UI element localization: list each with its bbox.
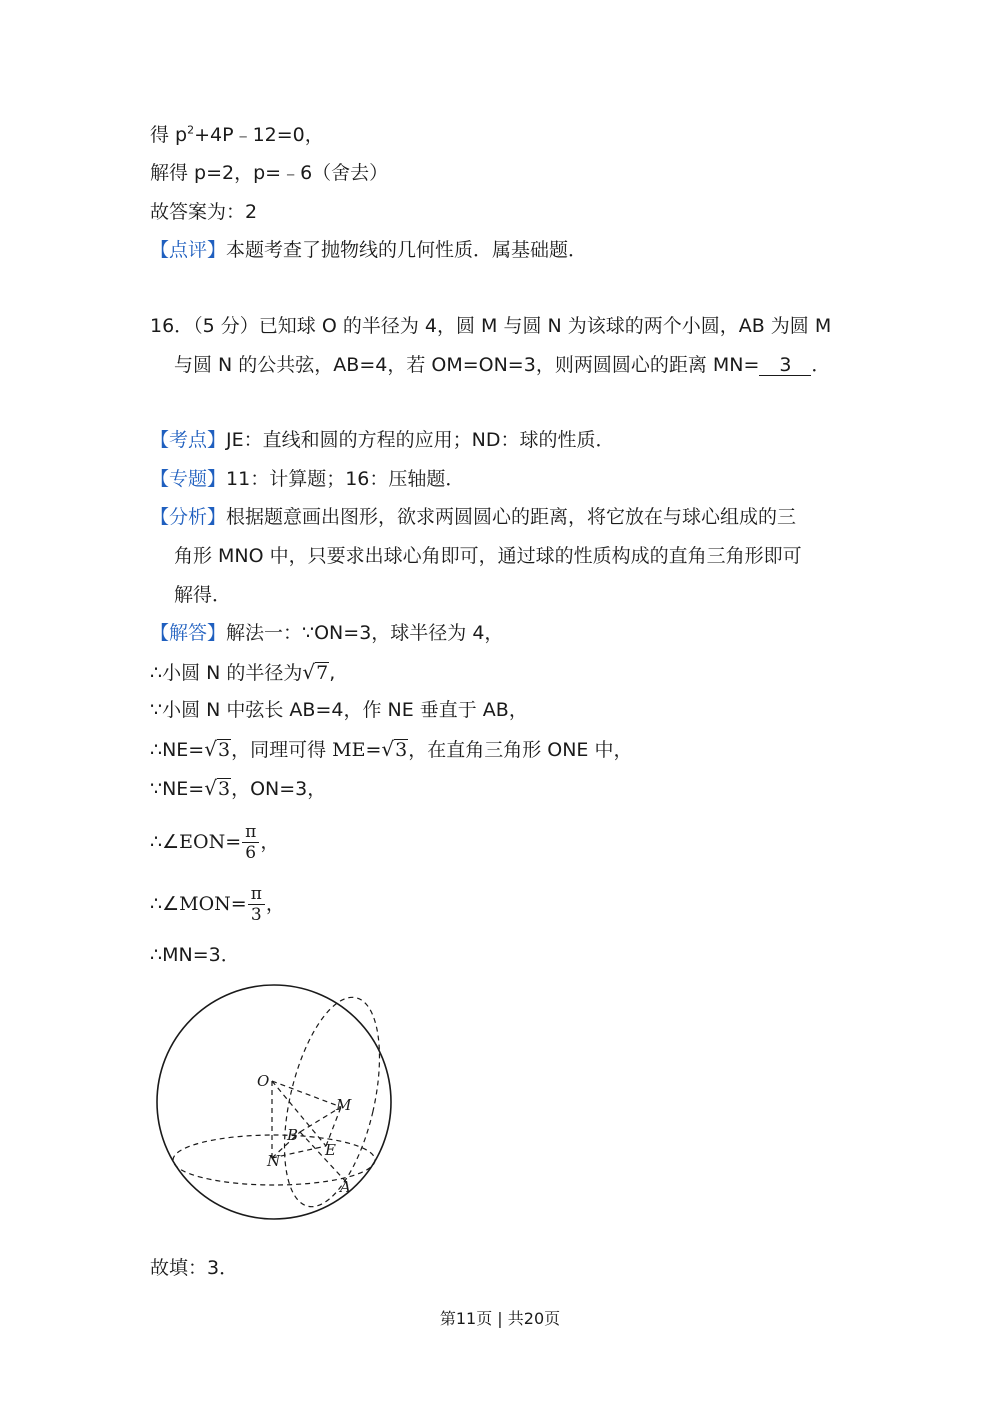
fraction-pi-3-num: π: [250, 884, 262, 904]
fenxi-line-3: 解得．: [174, 584, 232, 606]
sqrt-7: √7: [302, 660, 329, 684]
fraction-pi-6: [242, 822, 259, 863]
fenxi-tag: 【分析】: [150, 506, 227, 528]
sqrt-3-c-value: 3: [217, 778, 231, 800]
problem-line-1: 16．（5 分）已知球 O 的半径为 4，圆 M 与圆 N 为该球的两个小圆，AB 为圆 M: [150, 315, 832, 337]
step-ne-on-b: ，ON=3，: [231, 778, 327, 800]
step-angle-mon: [150, 882, 285, 926]
label-o: O: [257, 1072, 270, 1090]
sqrt-3-b: √3: [381, 737, 408, 761]
line-equation: [150, 122, 324, 148]
sqrt-3-b-value: 3: [395, 739, 408, 761]
step-chord: ∵小圆 N 中弦长 AB=4，作 NE 垂直于 AB，: [150, 699, 528, 721]
fraction-pi-6-num: π: [245, 822, 257, 842]
problem-line-2: [174, 352, 830, 378]
problem-line-2-text: 与圆 N 的公共弦，AB=4，若 OM=ON=3，则两圆圆心的距离 MN=: [174, 354, 760, 376]
segment-om: [272, 1081, 341, 1107]
label-m: M: [336, 1096, 352, 1114]
sphere-figure: [150, 980, 400, 1225]
step-angle-mon-name: MON=: [179, 893, 247, 915]
step-ne-on-a: ∵NE=: [150, 778, 205, 800]
label-a: A: [340, 1178, 351, 1196]
line-comment: [150, 237, 587, 263]
step-ne-me: ME=: [332, 739, 382, 761]
sqrt-7-value: 7: [316, 662, 329, 684]
page-footer: 第11页 | 共20页: [439, 1309, 561, 1328]
kaodian-text: JE：直线和圆的方程的应用；ND：球的性质．: [226, 429, 615, 451]
label-e: E: [325, 1141, 336, 1159]
jieda-text: 解法一：∵ON=3，球半径为 4，: [226, 622, 504, 644]
step-angle-eon-a: ∴∠: [150, 831, 180, 853]
fenxi-line-2: 角形 MNO 中，只要求出球心角即可，通过球的性质构成的直角三角形即可: [174, 545, 802, 567]
comment-text: 本题考查了抛物线的几何性质．属基础题．: [226, 239, 588, 261]
line-solve: 解得 p=2，p=﹣6（舍去）: [150, 162, 389, 184]
step-radius: [150, 659, 335, 686]
step-angle-eon-name: EON=: [179, 831, 242, 853]
sphere-outline: [157, 985, 391, 1219]
step-angle-mon-a: ∴∠: [150, 893, 180, 915]
step-ne: [150, 736, 632, 763]
sqrt-3-c: √3: [204, 776, 231, 800]
step-radius-text: ∴小圆 N 的半径为: [150, 662, 303, 684]
problem-line-2-end: ．: [811, 354, 831, 376]
eq-prefix: 得 p: [150, 124, 188, 146]
step-ne-b: ，同理可得: [231, 739, 333, 761]
eq-suffix: +4P﹣12=0，: [194, 124, 324, 146]
step-ne-c: ，在直角三角形 ONE 中，: [408, 739, 633, 761]
zhuanti-line: [150, 466, 464, 492]
sqrt-3-a: √3: [204, 737, 231, 761]
small-circle-m: [267, 988, 397, 1215]
step-angle-mon-end: ，: [265, 893, 285, 915]
fraction-pi-3-den: 3: [248, 904, 265, 925]
jieda-line: [150, 620, 503, 646]
line-answer: 故答案为：2: [150, 201, 258, 223]
fenxi-text-1: 根据题意画出图形，欲求两圆圆心的距离，将它放在与球心组成的三: [226, 506, 797, 528]
fenxi-line-1: [150, 504, 796, 530]
kaodian-line: [150, 427, 614, 453]
fraction-pi-6-den: 6: [242, 842, 259, 863]
zhuanti-tag: 【专题】: [150, 468, 227, 490]
comment-tag: 【点评】: [150, 239, 227, 261]
segment-bm: [300, 1107, 341, 1132]
step-ne-a: ∴NE=: [150, 739, 205, 761]
label-b: B: [287, 1126, 299, 1144]
label-n: N: [267, 1152, 281, 1170]
jieda-tag: 【解答】: [150, 622, 227, 644]
step-radius-end: ,: [329, 662, 336, 684]
step-mn: ∴MN=3．: [150, 944, 240, 966]
fraction-pi-3: [248, 884, 265, 925]
zhuanti-text: 11：计算题；16：压轴题．: [226, 468, 465, 490]
step-angle-eon-end: ，: [260, 831, 280, 853]
sqrt-3-a-value: 3: [217, 739, 231, 761]
answer-blank: 3: [759, 355, 811, 376]
kaodian-tag: 【考点】: [150, 429, 227, 451]
eq-superscript: 2: [187, 123, 195, 137]
step-angle-eon: [150, 820, 279, 864]
step-ne-on: [150, 775, 326, 802]
final-answer: 故填：3．: [150, 1257, 239, 1279]
